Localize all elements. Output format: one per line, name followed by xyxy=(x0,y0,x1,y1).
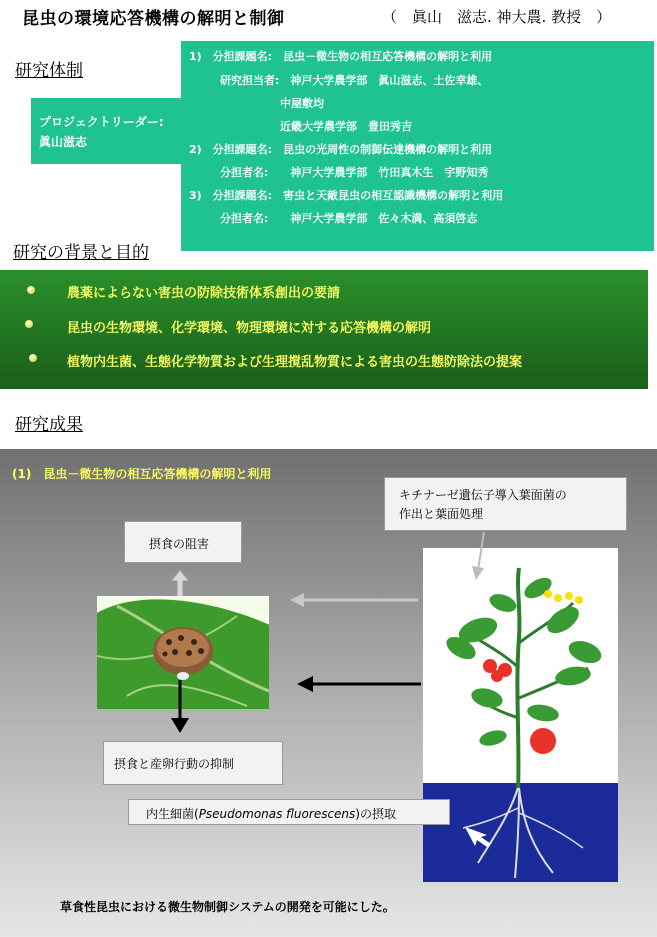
org-line: 2) 分担課題名: 昆虫の光周性の制御伝達機構の解明と利用 xyxy=(189,143,493,156)
feeding-inhibition-box xyxy=(124,521,242,563)
author-line: （ 眞山 滋志. 神大農. 教授 ） xyxy=(382,8,612,26)
bullet-icon xyxy=(27,286,35,294)
leader-label: プロジェクトリーダー: xyxy=(39,115,164,129)
tomato-plant-illustration xyxy=(423,548,618,882)
leader-name: 眞山滋志 xyxy=(39,135,88,149)
endophyte-suffix: )の摂取 xyxy=(355,807,396,821)
project-leader-box xyxy=(31,98,182,164)
chitinase-text-line1: キチナーゼ遺伝子導入葉面菌の xyxy=(399,488,567,502)
org-line: 3) 分担課題名: 害虫と天敵昆虫の相互認識機構の解明と利用 xyxy=(189,189,504,202)
bullet-icon xyxy=(25,320,33,328)
feeding-inhibition-label: 摂食の阻害 xyxy=(149,537,210,551)
organization-box xyxy=(181,41,654,251)
chitinase-callout xyxy=(384,477,627,531)
bullet-icon xyxy=(29,354,37,362)
org-line: 分担者名: 神戸大学農学部 竹田真木生 宇野知秀 xyxy=(220,166,489,179)
page-title: 昆虫の環境応答機構の解明と制御 xyxy=(22,9,285,29)
background-item: 農薬によらない害虫の防除技術体系創出の要請 xyxy=(67,286,341,301)
down-arrow-icon xyxy=(167,680,193,734)
endophyte-prefix: 内生細菌( xyxy=(146,807,199,821)
background-box xyxy=(0,270,648,389)
section-heading-results: 研究成果 xyxy=(15,415,83,435)
org-line: 1) 分担課題名: 昆虫－微生物の相互応答機構の解明と利用 xyxy=(189,50,493,63)
org-line: 中屋敷均 xyxy=(280,97,324,110)
org-line: 分担者名: 神戸大学農学部 佐々木満、高須啓志 xyxy=(220,212,478,225)
section-heading-organization: 研究体制 xyxy=(15,61,83,81)
chitinase-text-line2: 作出と葉面処理 xyxy=(399,507,484,521)
suppression-label: 摂食と産卵行動の抑制 xyxy=(114,757,235,771)
suppression-box xyxy=(103,741,283,785)
org-line: 近畿大学農学部 豊田秀吉 xyxy=(280,120,412,133)
section-heading-background: 研究の背景と目的 xyxy=(13,243,149,263)
conclusion-text: 草食性昆虫における微生物制御システムの開発を可能にした。 xyxy=(60,900,395,914)
background-item: 植物内生菌、生態化学物質および生理撹乱物質による害虫の生態防除法の提案 xyxy=(67,355,523,370)
endophyte-species: Pseudomonas fluorescens xyxy=(198,807,356,821)
results-heading: (1) 昆虫－微生物の相互応答機構の解明と利用 xyxy=(12,467,272,481)
org-line: 研究担当者: 神戸大学農学部 眞山滋志、土佐幸雄、 xyxy=(220,74,489,87)
down-arrow-gray-icon xyxy=(470,532,492,582)
left-arrow-gray-icon xyxy=(290,590,420,610)
background-item: 昆虫の生物環境、化学環境、物理環境に対する応答機構の解明 xyxy=(67,321,432,336)
left-arrow-black-icon xyxy=(297,674,422,694)
endophyte-intake-box xyxy=(128,799,450,825)
